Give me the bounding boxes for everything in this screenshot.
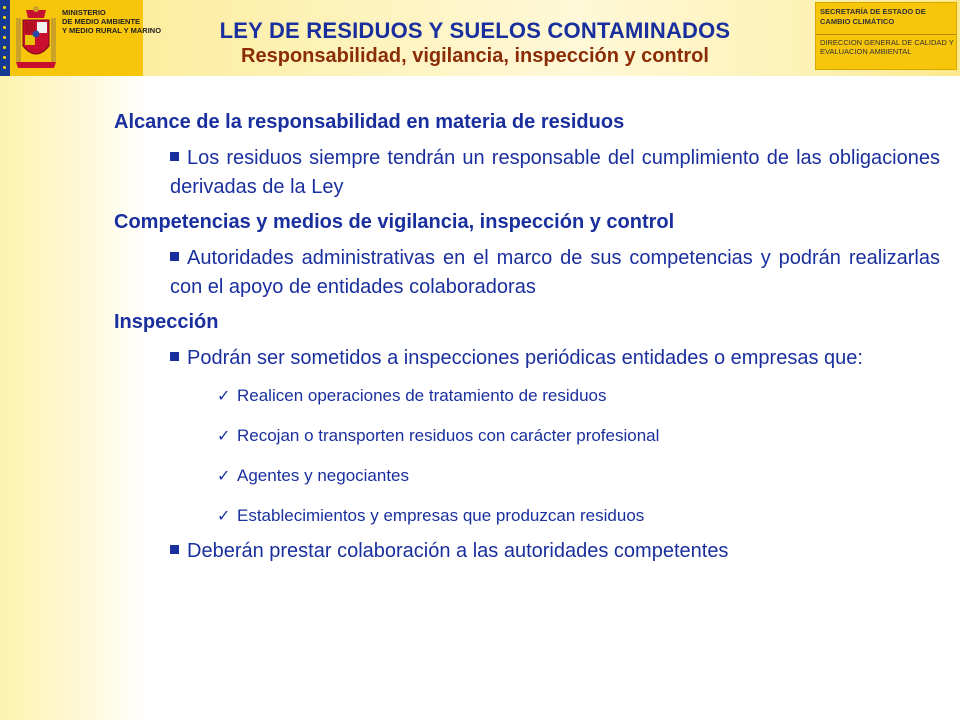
checkmark-icon: ✓	[217, 468, 231, 485]
check-list-item: ✓ Establecimientos y empresas que produzcan residuos	[114, 505, 940, 528]
square-bullet-icon	[170, 252, 179, 261]
section-heading-competencias: Competencias y medios de vigilancia, inspección y control	[114, 211, 675, 233]
square-bullet-icon	[170, 545, 179, 554]
checkmark-icon: ✓	[217, 428, 231, 445]
check-list-item: ✓ Recojan o transporten residuos con carácter profesional	[114, 425, 940, 448]
section-heading-inspeccion: Inspección	[114, 311, 219, 333]
bullet-item: Los residuos siempre tendrán un responsable del cumplimiento de las obligaciones derivadas de la Ley	[170, 147, 940, 198]
square-bullet-icon	[170, 352, 179, 361]
slide-content	[114, 110, 940, 574]
secretaria-divider	[816, 34, 956, 35]
check-list-item: ✓ Realicen operaciones de tratamiento de residuos	[114, 385, 940, 408]
checkmark-icon: ✓	[217, 388, 231, 405]
check-list-item: ✓ Agentes y negociantes	[114, 465, 940, 488]
secretaria-box	[815, 2, 957, 70]
bullet-item: Deberán prestar colaboración a las autoridades competentes	[114, 537, 940, 566]
coat-of-arms-icon	[14, 4, 58, 72]
square-bullet-icon	[170, 152, 179, 161]
direccion-label: DIRECCION GENERAL DE CALIDAD Y EVALUACION AMBIENTAL	[820, 38, 954, 56]
bullet-item: Autoridades administrativas en el marco de sus competencias y podrán realizarlas con el apoyo de entidades colaboradoras	[170, 247, 940, 298]
page-title: LEY DE RESIDUOS Y SUELOS CONTAMINADOS	[219, 18, 731, 43]
checkmark-icon: ✓	[217, 508, 231, 525]
title-block	[150, 18, 800, 68]
secretaria-label: SECRETARÍA DE ESTADO DE CAMBIO CLIMÁTICO	[820, 7, 926, 26]
page-subtitle: Responsabilidad, vigilancia, inspección y control	[241, 45, 709, 67]
section-heading-alcance: Alcance de la responsabilidad en materia de residuos	[114, 111, 625, 133]
ministry-name: MINISTERIO DE MEDIO AMBIENTE Y MEDIO RURAL Y MARINO	[62, 8, 162, 35]
ministry-logo	[0, 0, 162, 76]
bullet-item: Podrán ser sometidos a inspecciones periódicas entidades o empresas que:	[114, 344, 940, 373]
eu-flag-strip	[0, 0, 10, 76]
